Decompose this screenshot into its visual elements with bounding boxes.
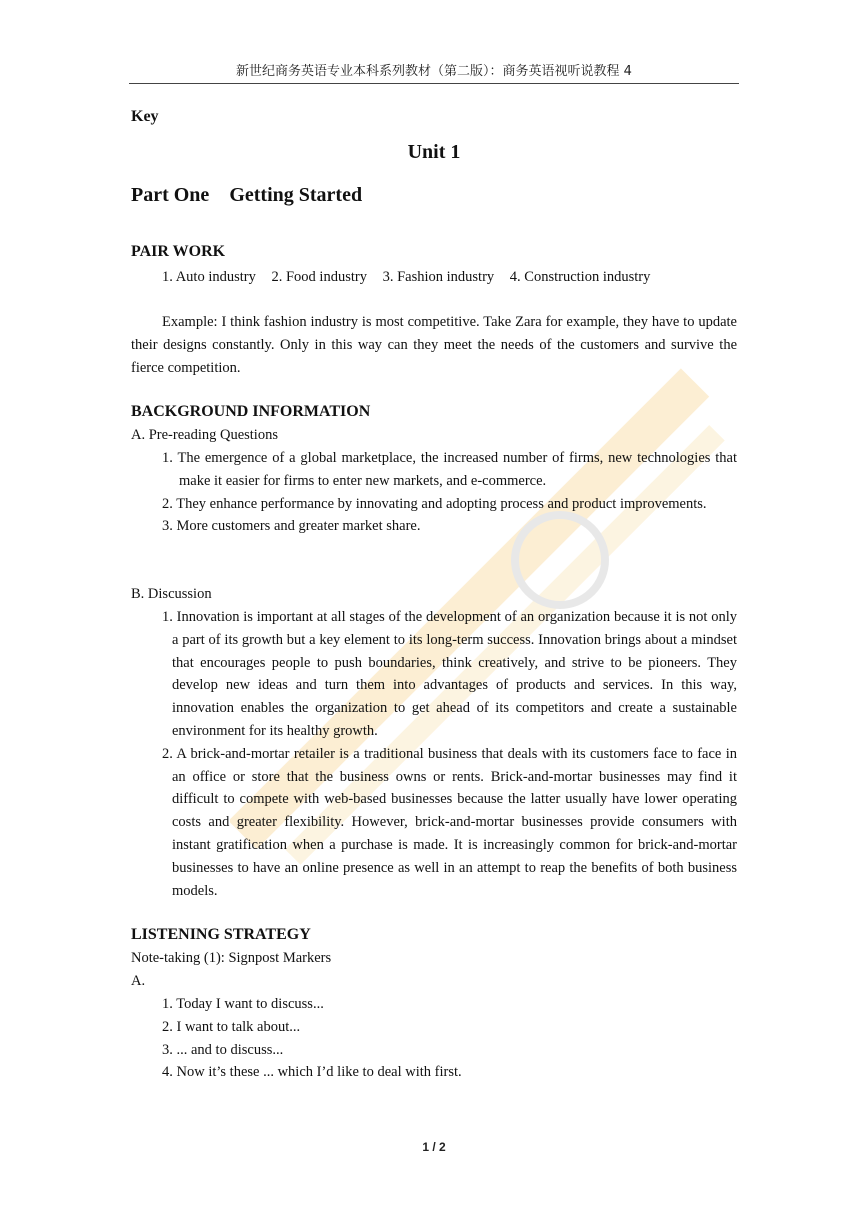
pre-reading-list (162, 447, 737, 538)
pre-reading-label: A. Pre-reading Questions (131, 427, 278, 443)
discussion-list (162, 606, 737, 902)
pair-work-items (162, 266, 662, 289)
unit-title: Unit 1 (407, 141, 461, 163)
listening-subtitle: Note-taking (1): Signpost Markers (131, 950, 332, 966)
list-item: 2. They enhance performance by innovating and adopting process and product improvements. (162, 495, 707, 512)
pair-work-item: 1. Auto industry (162, 269, 256, 285)
listening-a-label: A. (131, 973, 146, 989)
running-header: 新世纪商务英语专业本科系列教材（第二版）：商务英语视听说教程 4 (129, 60, 739, 84)
pair-work-heading: PAIR WORK (131, 243, 226, 260)
list-item: 1. Innovation is important at all stages of the development of an organization because it is not only a part of its growth but a key element to its long-term success. Innovation brings about a mindset that encourages people to push boundaries, think creatively, and strive to be pioneers. They develop new ideas and turn them into advantages of products and services. In this way, innovation enables the organization to get ahead of its competitors and create a sustainable environment for its healthy growth. (162, 609, 737, 739)
listening-heading: LISTENING STRATEGY (131, 926, 311, 943)
part-heading (131, 184, 362, 207)
list-item: 2. I want to talk about... (162, 1018, 301, 1035)
part-title: Getting Started (229, 184, 363, 206)
list-item: 1. The emergence of a global marketplace, the increased number of firms, new technologies that make it easier for firms to enter new markets, and e-commerce. (162, 450, 737, 489)
part-label: Part One (131, 184, 210, 206)
list-item: 3. ... and to discuss... (162, 1041, 284, 1058)
background-heading: BACKGROUND INFORMATION (131, 403, 371, 420)
signpost-list (162, 993, 737, 1084)
discussion-label: B. Discussion (131, 586, 212, 602)
pair-work-item: 2. Food industry (271, 269, 367, 285)
list-item: 1. Today I want to discuss... (162, 996, 324, 1012)
list-item: 3. More customers and greater market share. (162, 518, 421, 535)
list-item: 2. A brick-and-mortar retailer is a traditional business that deals with its customers face to face in an office or store that the business owns or rents. Brick-and-mortar businesses may find it difficult to compete with web-based businesses because the latter usually have lower operating costs and greater flexibility. However, brick-and-mortar businesses provide consumers with instant gratification when a purchase is made. It is increasingly common for brick-and-mortar businesses to have an online presence as well in an attempt to reap the benefits of both business models. (162, 745, 737, 899)
pair-work-example: Example: I think fashion industry is most competitive. Take Zara for example, they have to update their designs constantly. Only in this way can they meet the needs of the customers and survive the fierce competition. (131, 314, 737, 376)
page-number: 1 / 2 (422, 1140, 446, 1154)
pair-work-item: 4. Construction industry (509, 269, 651, 285)
list-item: 4. Now it’s these ... which I’d like to deal with first. (162, 1064, 462, 1081)
key-label: Key (131, 108, 159, 125)
pair-work-item: 3. Fashion industry (382, 269, 495, 285)
